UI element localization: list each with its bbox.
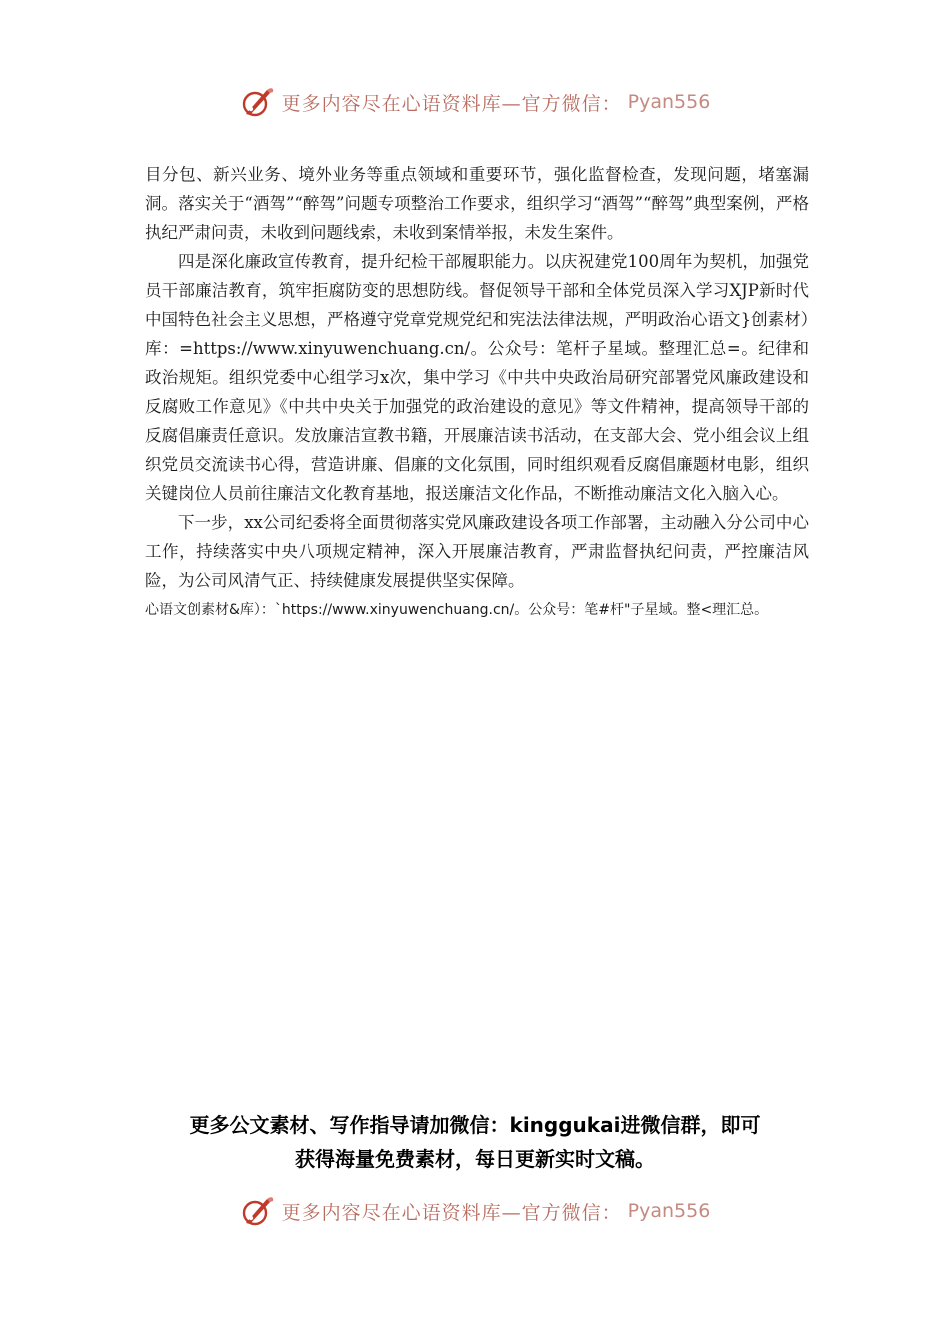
promo-block: [100, 1108, 850, 1176]
promo-line-2: 获得海量免费素材，每日更新实时文稿。: [295, 1147, 655, 1171]
footer-banner-text: 更多内容尽在心语资料库—官方微信：: [281, 1201, 622, 1224]
source-note: 心语文创素材&库）：`https://www.xinyuwenchuang.cn/。公众号：笔#杆"子星域。整<理汇总。: [145, 602, 769, 618]
header-banner-wechat-id: Pyan556: [627, 91, 711, 113]
footer-banner-wechat-id: Pyan556: [627, 1200, 711, 1222]
paragraph-2: 四是深化廉政宣传教育，提升纪检干部履职能力。以庆祝建党100周年为契机，加强党员干部廉洁教育，筑牢拒腐防变的思想防线。督促领导干部和全体党员深入学习XJP新时代中国特色社会主义思想，严格遵守党章党规党纪和宪法法律法规，严明政治心语文}创素材）库：=https://www.xinyuwenchuang.cn/。公众号：笔杆子星域。整理汇总=。纪律和政治规矩。组织党委中心组学习x次，集中学习《中共中央政治局研究部署党风廉政建设和反腐败工作意见》《中共中央关于加强党的政治建设的意见》等文件精神，提高领导干部的反腐倡廉责任意识。发放廉洁宣教书籍，开展廉洁读书活动，在支部大会、党小组会议上组织党员交流读书心得，营造讲廉、倡廉的文化氛围，同时组织观看反腐倡廉题材电影，组织关键岗位人员前往廉洁文化教育基地，报送廉洁文化作品，不断推动廉洁文化入脑入心。: [145, 252, 809, 503]
header-banner-text: 更多内容尽在心语资料库—官方微信：: [281, 92, 622, 115]
paragraph-1: 目分包、新兴业务、境外业务等重点领域和重要环节，强化监督检查，发现问题，堵塞漏洞。落实关于“酒驾”“醉驾”问题专项整治工作要求，组织学习“酒驾”“醉驾”典型案例，严格执纪严肃问责，未收到问题线索，未收到案情举报，未发生案件。: [145, 165, 809, 242]
quill-logo-icon: [240, 1193, 276, 1229]
document-body: [145, 160, 809, 624]
footer-banner: [0, 1191, 950, 1231]
paragraph-3: 下一步，xx公司纪委将全面贯彻落实党风廉政建设各项工作部署，主动融入分公司中心工作，持续落实中央八项规定精神，深入开展廉洁教育，严肃监督执纪问责，严控廉洁风险，为公司风清气正、持续健康发展提供坚实保障。: [145, 513, 809, 590]
promo-line-1: 更多公文素材、写作指导请加微信：kinggukai进微信群，即可: [189, 1113, 761, 1137]
header-banner: [0, 82, 950, 122]
quill-logo-icon: [240, 84, 276, 120]
